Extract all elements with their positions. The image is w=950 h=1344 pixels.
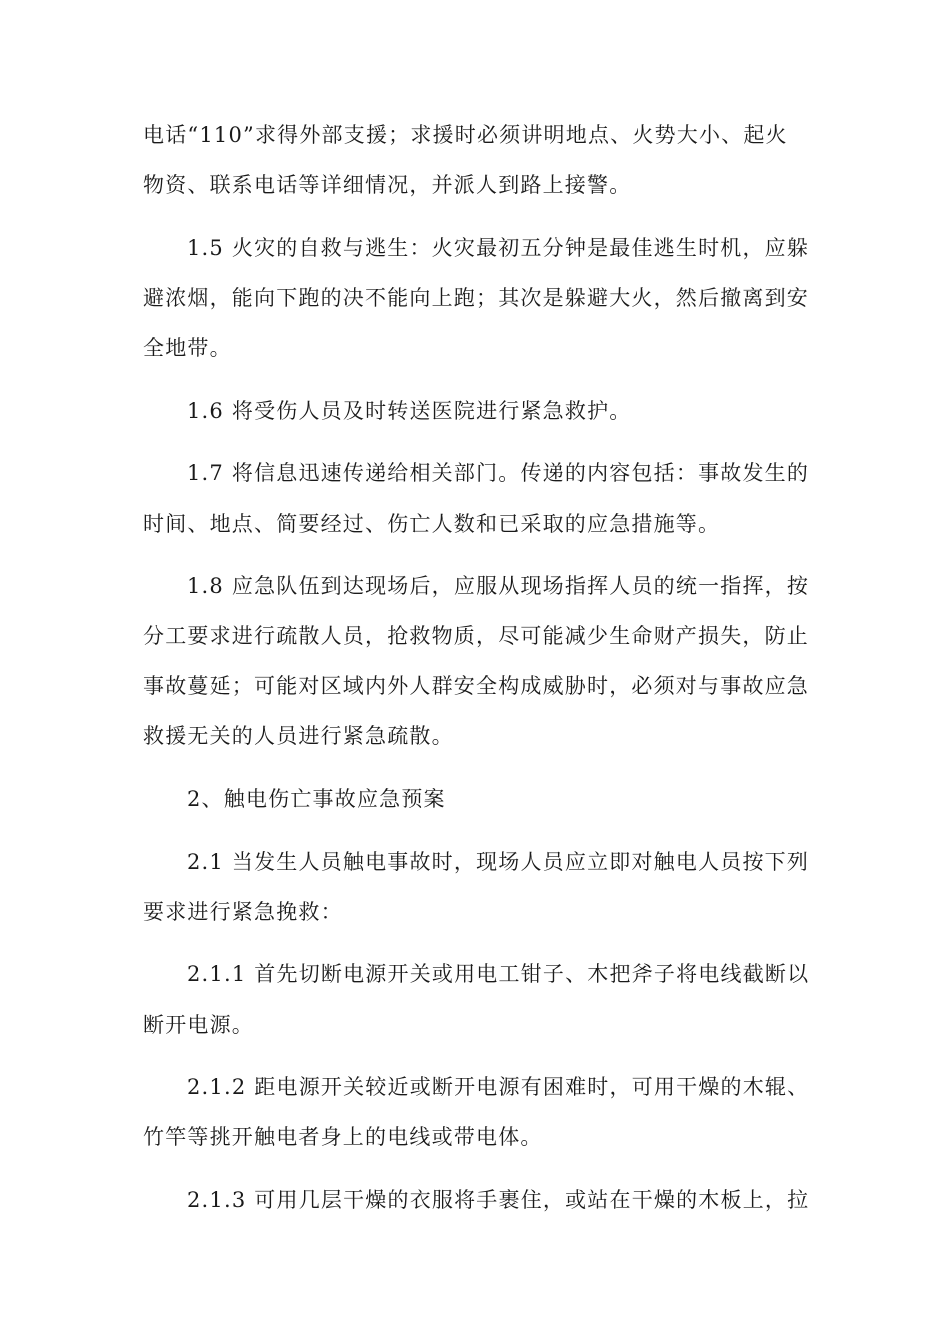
text-line: 分工要求进行疏散人员，抢救物质，尽可能减少生命财产损失，防止: [143, 624, 809, 648]
text-line: 2.1.1 首先切断电源开关或用电工钳子、木把斧子将电线截断以: [187, 962, 810, 986]
text-line: 2.1.2 距电源开关较近或断开电源有困难时，可用干燥的木辊、: [187, 1075, 810, 1099]
text-line: 竹竿等挑开触电者身上的电线或带电体。: [143, 1125, 543, 1149]
text-line: 时间、地点、简要经过、伤亡人数和已采取的应急措施等。: [143, 512, 721, 536]
text-line: 物资、联系电话等详细情况，并派人到路上接警。: [143, 173, 632, 197]
text-line: 避浓烟，能向下跑的决不能向上跑；其次是躲避大火，然后撤离到安: [143, 286, 809, 310]
text-line: 1.8 应急队伍到达现场后，应服从现场指挥人员的统一指挥，按: [187, 574, 810, 598]
text-line: 2.1.3 可用几层干燥的衣服将手裹住，或站在干燥的木板上，拉: [187, 1188, 810, 1212]
text-line: 1.7 将信息迅速传递给相关部门。传递的内容包括：事故发生的: [187, 461, 810, 485]
text-line: 2.1 当发生人员触电事故时，现场人员应立即对触电人员按下列: [187, 850, 810, 874]
text-line: 1.6 将受伤人员及时转送医院进行紧急救护。: [187, 399, 632, 423]
text-line: 要求进行紧急挽救：: [143, 900, 343, 924]
text-line: 救援无关的人员进行紧急疏散。: [143, 724, 454, 748]
text-line: 1.5 火灾的自救与逃生：火灾最初五分钟是最佳逃生时机，应躲: [187, 236, 810, 260]
text-line: 断开电源。: [143, 1013, 254, 1037]
text-line: 全地带。: [143, 336, 232, 360]
text-line: 电话“110”求得外部支援；求援时必须讲明地点、火势大小、起火: [143, 123, 788, 147]
section-heading: 2、触电伤亡事故应急预案: [187, 787, 446, 811]
text-line: 事故蔓延；可能对区域内外人群安全构成威胁时，必须对与事故应急: [143, 674, 809, 698]
